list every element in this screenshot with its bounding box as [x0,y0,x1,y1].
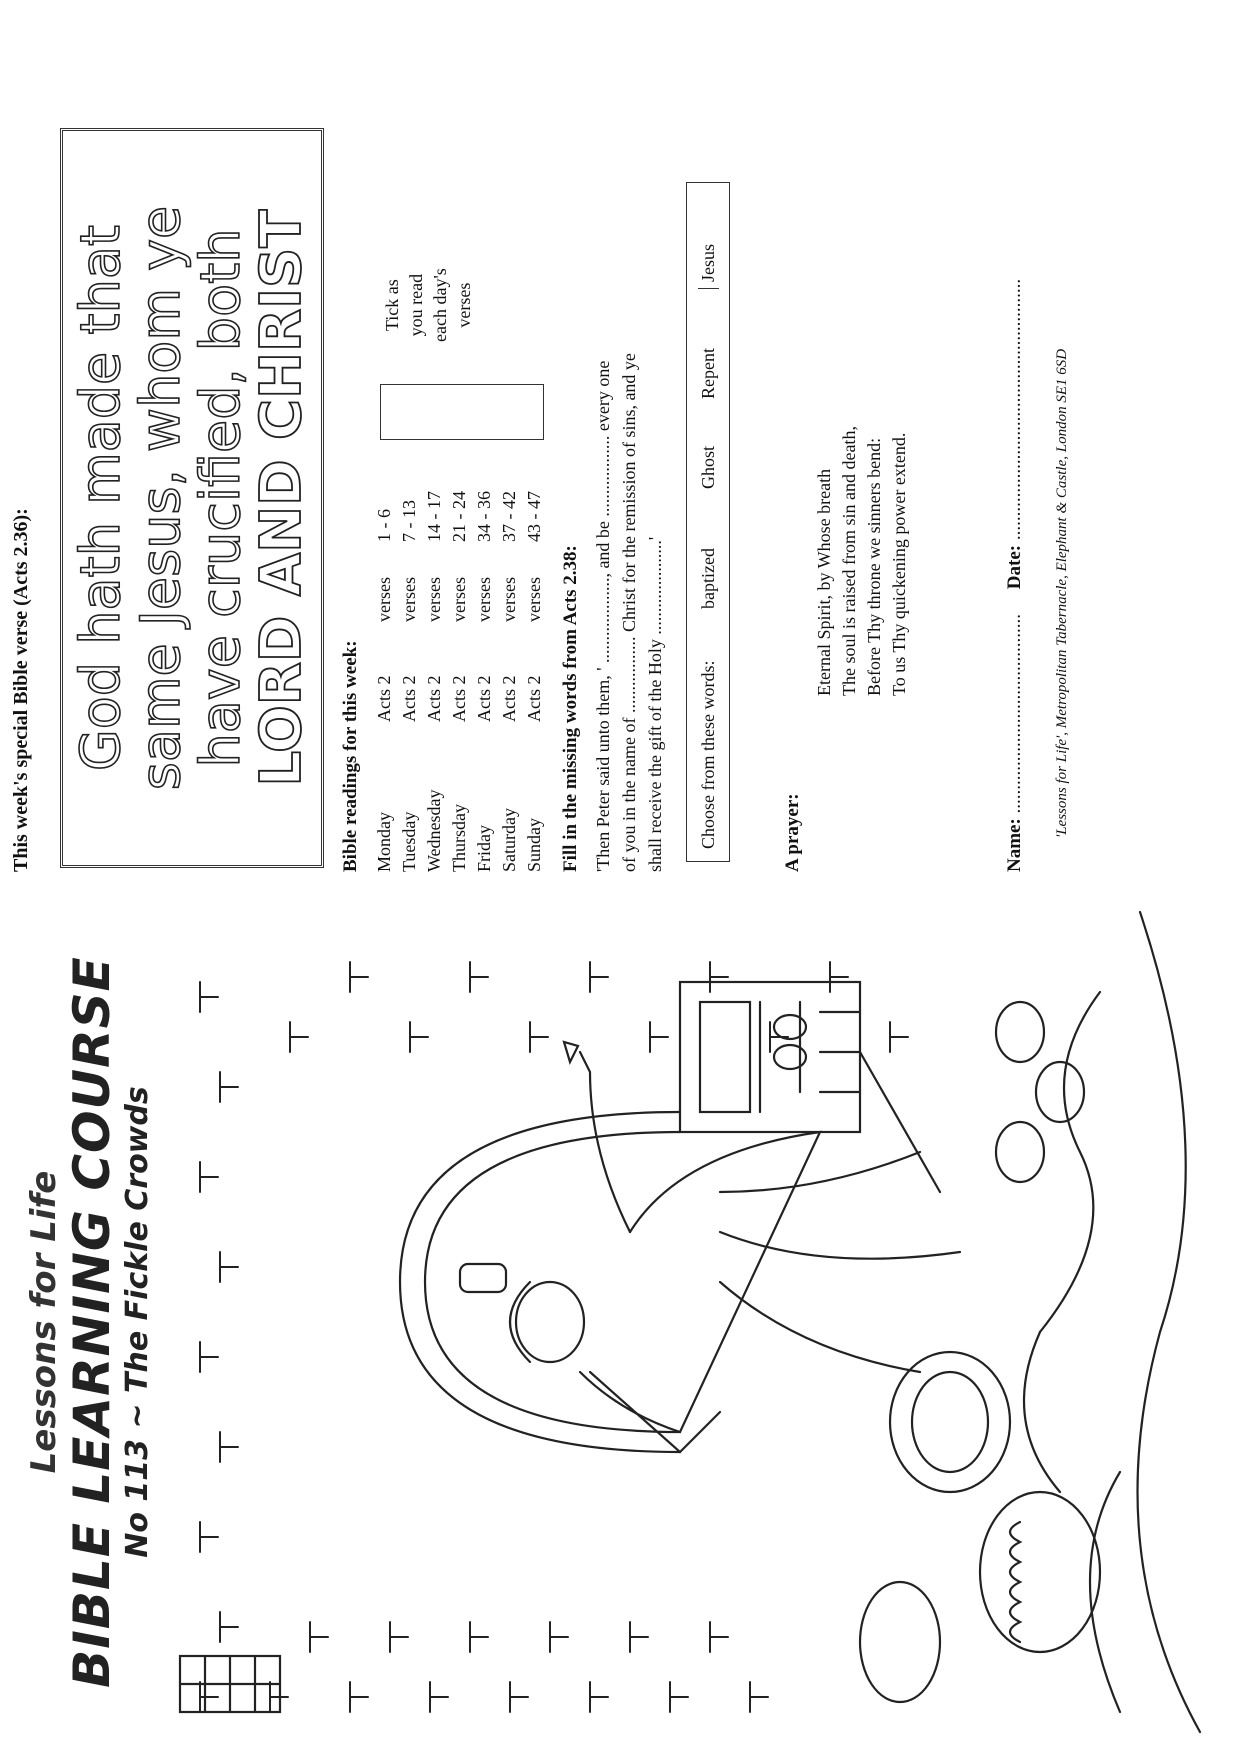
reading-range: 14 - 17 [424,491,444,542]
word-option: Repent [697,348,718,399]
reading-range: 7 - 13 [399,500,419,542]
special-verse-box [60,128,324,868]
special-verse-heading: This week's special Bible verse (Acts 2.36): [10,508,32,872]
verse-line-3: have crucified, both [189,228,252,768]
reading-verses-label: verses [499,577,519,622]
tick-note [380,268,476,342]
fill-in-line: 'Then Peter said unto them, ' ..................., and be .................. every one [593,360,613,872]
course-title-block [18,892,168,1752]
reading-book: Acts 2 [449,675,469,722]
fill-in-passage [590,112,668,872]
tick-note-line: Tick as [382,279,402,332]
tick-box[interactable] [380,384,544,440]
peter-figure [400,1042,820,1452]
credit-line: 'Lessons for Life', Metropolitan Tabernacle, Elephant & Castle, London SE1 6SD [1054,348,1070,838]
reading-verses-label: verses [424,577,444,622]
fill-in-line: shall receive the gift of the Holy .....................' [645,536,665,872]
reading-verses-label: verses [374,577,394,622]
course-series: Lessons for Life [24,1170,64,1474]
reading-range: 21 - 24 [449,491,469,542]
course-title: BIBLE LEARNING COURSE [63,956,121,1688]
verse-line-2: same Jesus, whom ye [129,205,192,791]
word-option: baptized [697,548,718,609]
reading-day: Wednesday [424,789,444,872]
reading-book: Acts 2 [499,675,519,722]
reading-book: Acts 2 [474,675,494,722]
reading-book: Acts 2 [374,675,394,722]
reading-day: Friday [474,825,494,872]
reading-verses-label: verses [449,577,469,622]
reading-book: Acts 2 [399,675,419,722]
word-choice-box [686,182,730,862]
verse-line-4: LORD AND CHRIST [249,209,314,787]
text-panel [0,10,1240,882]
fill-in-line: of you in the name of ................. Christ for the remission of sins, and ye [619,353,639,872]
name-date-row [1004,72,1026,872]
reading-book: Acts 2 [524,675,544,722]
date-field[interactable]: ....................................................... [1004,278,1025,541]
reading-day: Monday [374,812,394,872]
peter-preaching-illustration [160,892,1240,1752]
tick-note-line: each day's [430,268,450,342]
reading-day: Sunday [524,818,544,872]
prayer-line: Eternal Spirit, by Whose breath [814,468,834,696]
reading-verses-label: verses [524,577,544,622]
prayer-line: The soul is raised from sin and death, [839,426,859,696]
fill-in-heading: Fill in the missing words from Acts 2.38: [560,545,581,872]
reading-range: 37 - 42 [499,491,519,542]
reading-day: Saturday [499,808,519,872]
reading-book: Acts 2 [424,675,444,722]
name-label: Name: [1004,818,1025,872]
course-subtitle: No 113 ~ The Fickle Crowds [120,1086,155,1558]
window-drawing [180,1656,280,1712]
balcony-drawing [680,982,860,1132]
word-option: Ghost [697,445,718,489]
crowd-drawing [720,912,1200,1732]
tick-note-line: verses [454,282,474,328]
reading-day: Thursday [449,804,469,872]
reading-range: 43 - 47 [524,491,544,542]
prayer-line: To us Thy quickening power extend. [889,432,909,696]
verse-line-1: God hath made that [69,224,132,772]
brick-wall-marks [200,962,908,1712]
prayer-lines [812,426,912,696]
reading-verses-label: verses [474,577,494,622]
illustration-panel [0,892,1240,1752]
tick-note-line: you read [406,273,426,337]
name-field[interactable]: .......................................... [1004,613,1025,814]
reading-range: 1 - 6 [374,509,394,542]
word-option: Jesus [698,212,719,289]
readings-heading: Bible readings for this week: [340,640,361,872]
reading-verses-label: verses [399,577,419,622]
prayer-line: Before Thy throne we sinners bend: [864,437,884,696]
reading-range: 34 - 36 [474,491,494,542]
reading-day: Tuesday [399,811,419,872]
date-label: Date: [1004,544,1025,590]
prayer-heading: A prayer: [782,793,803,872]
word-choice-label: Choose from these words: [697,660,718,849]
